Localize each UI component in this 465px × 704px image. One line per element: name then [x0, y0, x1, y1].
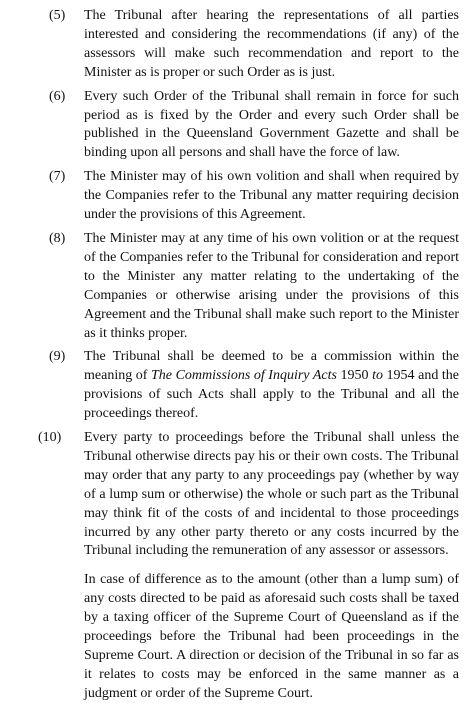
- clause-number: (7): [49, 169, 66, 185]
- clause-text: The Minister may at any time of his own volition or at the request of the Companies refer to the Tribunal for consideration and report to the Minister any matter relating to the undertaking of the Companies or otherwise arising under the provisions of this Agreement and the Tribunal shall make such report to the Minister as it thinks proper.: [84, 230, 459, 341]
- clause-number: (8): [49, 230, 66, 246]
- clause-text: Every such Order of the Tribunal shall remain in force for such period as is fixed by the Order and every such Order shall be published in the Queensland Government Gazette and shall be binding upon all persons and shall have the force of law.: [84, 88, 459, 161]
- clause-6: [0, 88, 459, 164]
- clause-number: (5): [49, 8, 66, 23]
- clause-text-continued: In case of difference as to the amount (other than a lump sum) of any costs directed to be paid as aforesaid such costs shall be taxed by a taxing officer of the Supreme Court of Queensland as if the proceedings before the Tribunal had been proceedings in the Supreme Court. A direction or decision of the Tribunal in so far as it relates to costs may be enforced in the same manner as a judgment or order of the Supreme Court.: [84, 572, 459, 701]
- clause-text: [84, 348, 459, 424]
- clause-text: Every party to proceedings before the Tribunal shall unless the Tribunal otherwise directs pay his or their own costs. The Tribunal may order that any party to any proceedings pay (whether by way of a lump sum or otherwise) the whole or such part as the Tribunal may think fit of the costs of and incidental to those proceedings incurred by any other party thereto or any costs incurred by the Tribunal including the remuneration of any assessor or assessors.: [84, 430, 459, 559]
- clause-number: (10): [38, 430, 62, 446]
- clause-number: (9): [49, 349, 66, 365]
- clause-text-before: The Tribunal shall be deemed to be a commission within the meaning of: [84, 349, 459, 384]
- act-title: The Commissions of Inquiry Acts: [151, 368, 337, 384]
- act-year-to: to: [372, 368, 383, 384]
- clause-10: [0, 429, 459, 704]
- clause-text: The Tribunal after hearing the representations of all parties interested and considering the recommendations (if any) of the assessors will make such recommendation and report to the Minister as is proper or such Order as is just.: [84, 8, 459, 80]
- clause-7: [0, 168, 459, 225]
- clause-number: (6): [49, 88, 66, 104]
- clause-5: [0, 7, 459, 83]
- clause-text: The Minister may of his own volition and shall when required by the Companies refer to the Tribunal any matter requiring decision under the provisions of this Agreement.: [84, 169, 459, 223]
- clause-9: [0, 348, 459, 424]
- act-year-start: 1950: [336, 368, 373, 384]
- clause-text-after: 1954 and the provisions of such Acts shall apply to the Tribunal and all the proceedings thereof.: [84, 368, 459, 422]
- clause-8: [0, 230, 459, 343]
